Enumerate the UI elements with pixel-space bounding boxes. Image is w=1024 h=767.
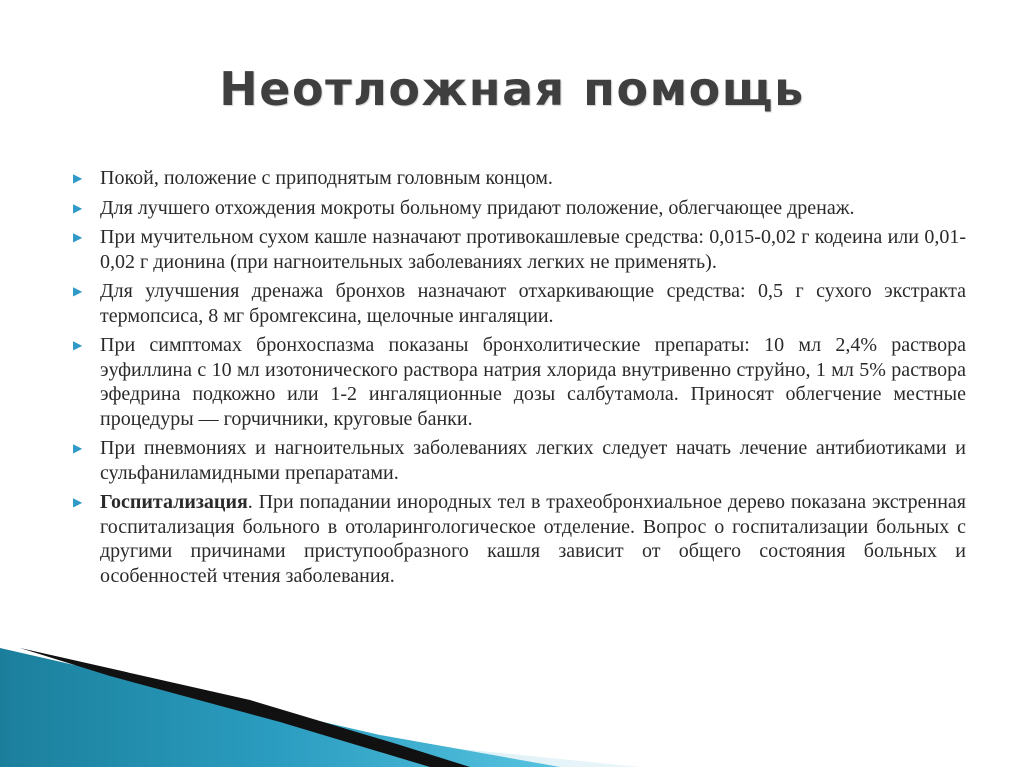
bullet-arrow-icon: ▶ <box>73 338 83 352</box>
bullet-bold-term: Госпитализация <box>100 491 248 513</box>
bullet-arrow-icon: ▶ <box>73 284 83 298</box>
bullet-arrow-icon: ▶ <box>73 171 83 185</box>
bullet-arrow-icon: ▶ <box>73 200 83 215</box>
bullet-text: Покой, положение с приподнятым головным концом. <box>100 167 553 189</box>
bullet-text: Для лучшего отхождения мокроты больному придают положение, облегчающее дренаж. <box>100 196 855 219</box>
bullet-item <box>73 225 966 274</box>
bullet-text: Для улучшения дренажа бронхов назначают отхаркивающие средства: 0,5 г сухого экстракта термопсиса, 8 мг бромгексина, щелочные ингаляции. <box>100 280 966 327</box>
bullet-item <box>73 166 966 191</box>
bullet-item <box>73 196 966 221</box>
bullet-item <box>73 436 966 485</box>
bullet-arrow-icon: ▶ <box>73 441 83 455</box>
bullet-arrow-icon: ▶ <box>73 230 83 244</box>
bullet-text: При пневмониях и нагноительных заболеваниях легких следует начать лечение антибиотиками и сульфаниламидными препаратами. <box>100 437 966 484</box>
bullet-item <box>73 279 966 328</box>
bullet-list <box>73 166 966 593</box>
bullet-arrow-icon: ▶ <box>73 495 83 509</box>
bullet-item <box>73 333 966 431</box>
bullet-text: . При попадании инородных тел в трахеобронхиальное дерево показана экстренная госпитализация больного в отоларингологическое отделение. Вопрос о госпитализации больных с другими причинами приступообразного кашля зависит от общего состояния больных и особенностей чтения заболевания. <box>100 491 966 587</box>
bullet-text: При симптомах бронхоспазма показаны бронхолитические препараты: 10 мл 2,4% раствора эуфиллина с 10 мл изотонического раствора натрия хлорида внутривенно струйно, 1 мл 5% раствора эфедрина подкожно или 1-2 ингаляционные дозы салбутамола. Приносят облегчение местные процедуры — горчичники, круговые банки. <box>100 334 966 430</box>
slide-title: Неотложная помощь <box>219 62 805 116</box>
bullet-text: При мучительном сухом кашле назначают противокашлевые средства: 0,015-0,02 г кодеина или 0,01-0,02 г дионина (при нагноительных заболеваниях легких не применять). <box>100 226 966 273</box>
bullet-item <box>73 490 966 588</box>
